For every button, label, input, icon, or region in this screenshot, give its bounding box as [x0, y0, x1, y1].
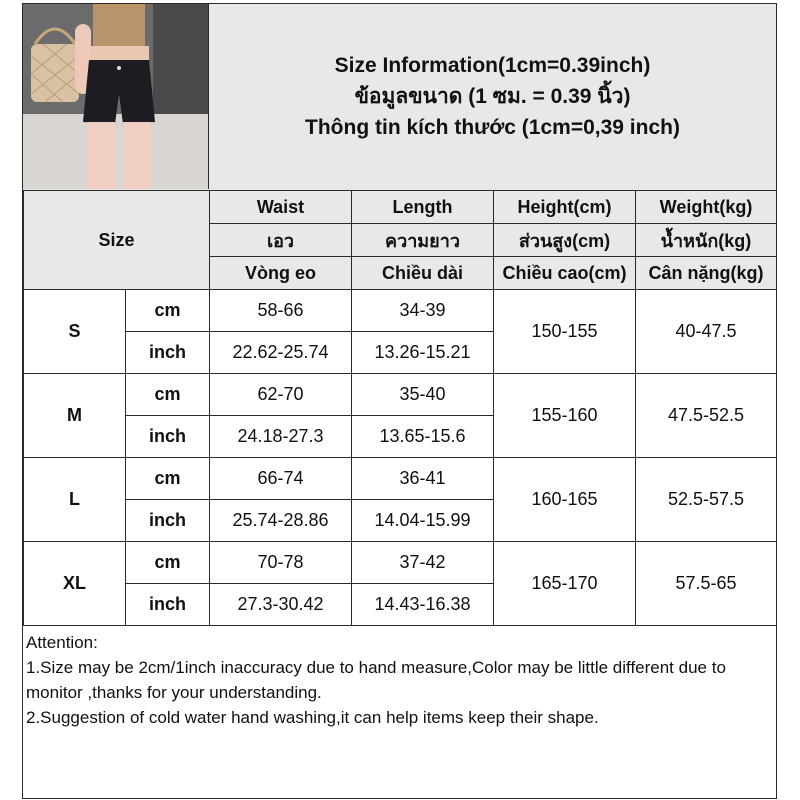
table-row	[24, 458, 777, 500]
weight-range: 40-47.5	[636, 290, 777, 374]
weight-range: 52.5-57.5	[636, 458, 777, 542]
waist-inch: 25.74-28.86	[210, 500, 352, 542]
waist-cm: 58-66	[210, 290, 352, 332]
title-english: Size Information(1cm=0.39inch)	[334, 54, 651, 77]
col-weight-en: Weight(kg)	[636, 191, 777, 224]
col-waist-en: Waist	[210, 191, 352, 224]
header-row-english	[24, 191, 777, 224]
unit-inch: inch	[126, 416, 210, 458]
size-chart-sheet	[22, 3, 777, 799]
waist-inch: 24.18-27.3	[210, 416, 352, 458]
unit-cm: cm	[126, 290, 210, 332]
waist-inch: 27.3-30.42	[210, 584, 352, 626]
col-waist-vi: Vòng eo	[210, 257, 352, 290]
unit-inch: inch	[126, 332, 210, 374]
size-info-header	[23, 4, 776, 191]
col-length-th: ความยาว	[352, 224, 494, 257]
length-cm: 34-39	[352, 290, 494, 332]
weight-range: 47.5-52.5	[636, 374, 777, 458]
unit-inch: inch	[126, 584, 210, 626]
product-photo-illustration	[23, 4, 208, 189]
col-height-vi: Chiều cao(cm)	[494, 257, 636, 290]
length-cm: 36-41	[352, 458, 494, 500]
length-cm: 37-42	[352, 542, 494, 584]
col-length-vi: Chiều dài	[352, 257, 494, 290]
size-column-title: Size	[24, 191, 210, 290]
size-label: L	[24, 458, 126, 542]
attention-note-2: 2.Suggestion of cold water hand washing,it can help items keep their shape.	[26, 708, 599, 727]
unit-inch: inch	[126, 500, 210, 542]
col-height-th: ส่วนสูง(cm)	[494, 224, 636, 257]
length-inch: 14.04-15.99	[352, 500, 494, 542]
table-row	[24, 374, 777, 416]
height-range: 165-170	[494, 542, 636, 626]
attention-note-1: 1.Size may be 2cm/1inch inaccuracy due to hand measure,Color may be little different due to monitor ,thanks for your understanding.	[26, 658, 726, 702]
col-waist-th: เอว	[210, 224, 352, 257]
table-row	[24, 290, 777, 332]
waist-inch: 22.62-25.74	[210, 332, 352, 374]
length-cm: 35-40	[352, 374, 494, 416]
height-range: 160-165	[494, 458, 636, 542]
col-weight-vi: Cân nặng(kg)	[636, 257, 777, 290]
unit-cm: cm	[126, 542, 210, 584]
height-range: 155-160	[494, 374, 636, 458]
waist-cm: 62-70	[210, 374, 352, 416]
unit-cm: cm	[126, 374, 210, 416]
size-label: M	[24, 374, 126, 458]
size-table	[23, 190, 777, 626]
title-thai: ข้อมูลขนาด (1 ซม. = 0.39 นิ้ว)	[354, 85, 631, 108]
length-inch: 13.26-15.21	[352, 332, 494, 374]
size-label: XL	[24, 542, 126, 626]
waist-cm: 70-78	[210, 542, 352, 584]
title-block	[209, 4, 776, 189]
height-range: 150-155	[494, 290, 636, 374]
weight-range: 57.5-65	[636, 542, 777, 626]
table-row	[24, 542, 777, 584]
size-label: S	[24, 290, 126, 374]
product-photo	[23, 4, 209, 189]
title-vietnamese: Thông tin kích thước (1cm=0,39 inch)	[305, 116, 680, 139]
attention-notes	[26, 630, 766, 730]
attention-heading: Attention:	[26, 633, 98, 652]
unit-cm: cm	[126, 458, 210, 500]
col-length-en: Length	[352, 191, 494, 224]
length-inch: 13.65-15.6	[352, 416, 494, 458]
waist-cm: 66-74	[210, 458, 352, 500]
col-weight-th: น้ำหนัก(kg)	[636, 224, 777, 257]
col-height-en: Height(cm)	[494, 191, 636, 224]
length-inch: 14.43-16.38	[352, 584, 494, 626]
